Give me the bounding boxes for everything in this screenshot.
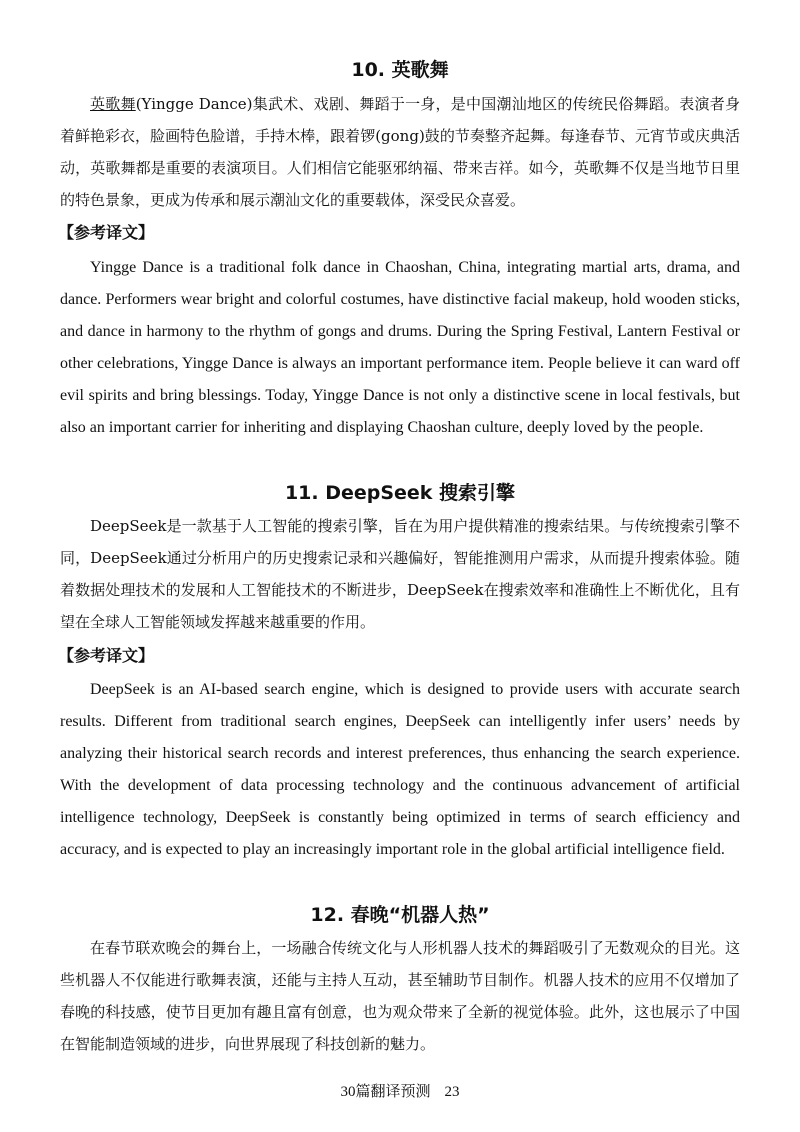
section-10-source-rest: (Yingge Dance)集武术、戏剧、舞蹈于一身，是中国潮汕地区的传统民俗舞蹈。表演者身着鲜艳彩衣，脸画特色脸谱，手持木棒，跟着锣(gong)鼓的节奏整齐起舞。每逢春节、元宵节或庆典活动，英歌舞都是重要的表演项目。人们相信它能驱邪纳福、带来吉祥。如今，英歌舞不仅是当地节日里的特色景象，更成为传承和展示潮汕文化的重要载体，深受民众喜爱。	[60, 95, 740, 209]
section-10-source-text	[60, 88, 740, 216]
section-11-translation: DeepSeek is an AI-based search engine, which is designed to provide users with accurate search results. Different from traditional search engines, DeepSeek can intelligently infer users’ needs by analyzing their historical search records and interest preferences, thus enhancing the search experience. With the development of data processing technology and the continuous advancement of artificial intelligence technology, DeepSeek is constantly being optimized in terms of search efficiency and accuracy, and is expected to play an increasingly important role in the global artificial intelligence field.	[60, 681, 740, 858]
section-12-title: 12. 春晚“机器人热”	[310, 904, 490, 926]
section-11-reference-label: 【参考译文】	[58, 646, 155, 665]
footer-book-title: 30篇翻译预测	[340, 1084, 431, 1100]
section-10-source-lead: 英歌舞	[90, 95, 136, 113]
section-10-title: 10. 英歌舞	[351, 59, 449, 81]
page-number: 23	[444, 1084, 460, 1100]
page-footer	[0, 1082, 800, 1102]
section-10-reference-label: 【参考译文】	[58, 223, 155, 242]
section-11-source-text: DeepSeek是一款基于人工智能的搜索引擎，旨在为用户提供精准的搜索结果。与传统搜索引擎不同，DeepSeek通过分析用户的历史搜索记录和兴趣偏好，智能推测用户需求，从而提升搜索体验。随着数据处理技术的发展和人工智能技术的不断进步，DeepSeek在搜索效率和准确性上不断优化，且有望在全球人工智能领域发挥越来越重要的作用。	[60, 517, 740, 631]
section-10-translation: Yingge Dance is a traditional folk dance in Chaoshan, China, integrating martial arts, drama, and dance. Performers wear bright and colorful costumes, have distinctive facial makeup, hold wooden sticks, and dance in harmony to the rhythm of gongs and drums. During the Spring Festival, Lantern Festival or other celebrations, Yingge Dance is always an important performance item. People believe it can ward off evil spirits and bring blessings. Today, Yingge Dance is not only a distinctive scene in local festivals, but also an important carrier for inheriting and displaying Chaoshan culture, deeply loved by the people.	[60, 259, 740, 436]
section-12-source-text: 在春节联欢晚会的舞台上，一场融合传统文化与人形机器人技术的舞蹈吸引了无数观众的目光。这些机器人不仅能进行歌舞表演，还能与主持人互动，甚至辅助节目制作。机器人技术的应用不仅增加了春晚的科技感，使节目更加有趣且富有创意，也为观众带来了全新的视觉体验。此外，这也展示了中国在智能制造领域的进步，向世界展现了科技创新的魅力。	[60, 939, 740, 1053]
section-11-title: 11. DeepSeek 搜索引擎	[284, 482, 516, 504]
